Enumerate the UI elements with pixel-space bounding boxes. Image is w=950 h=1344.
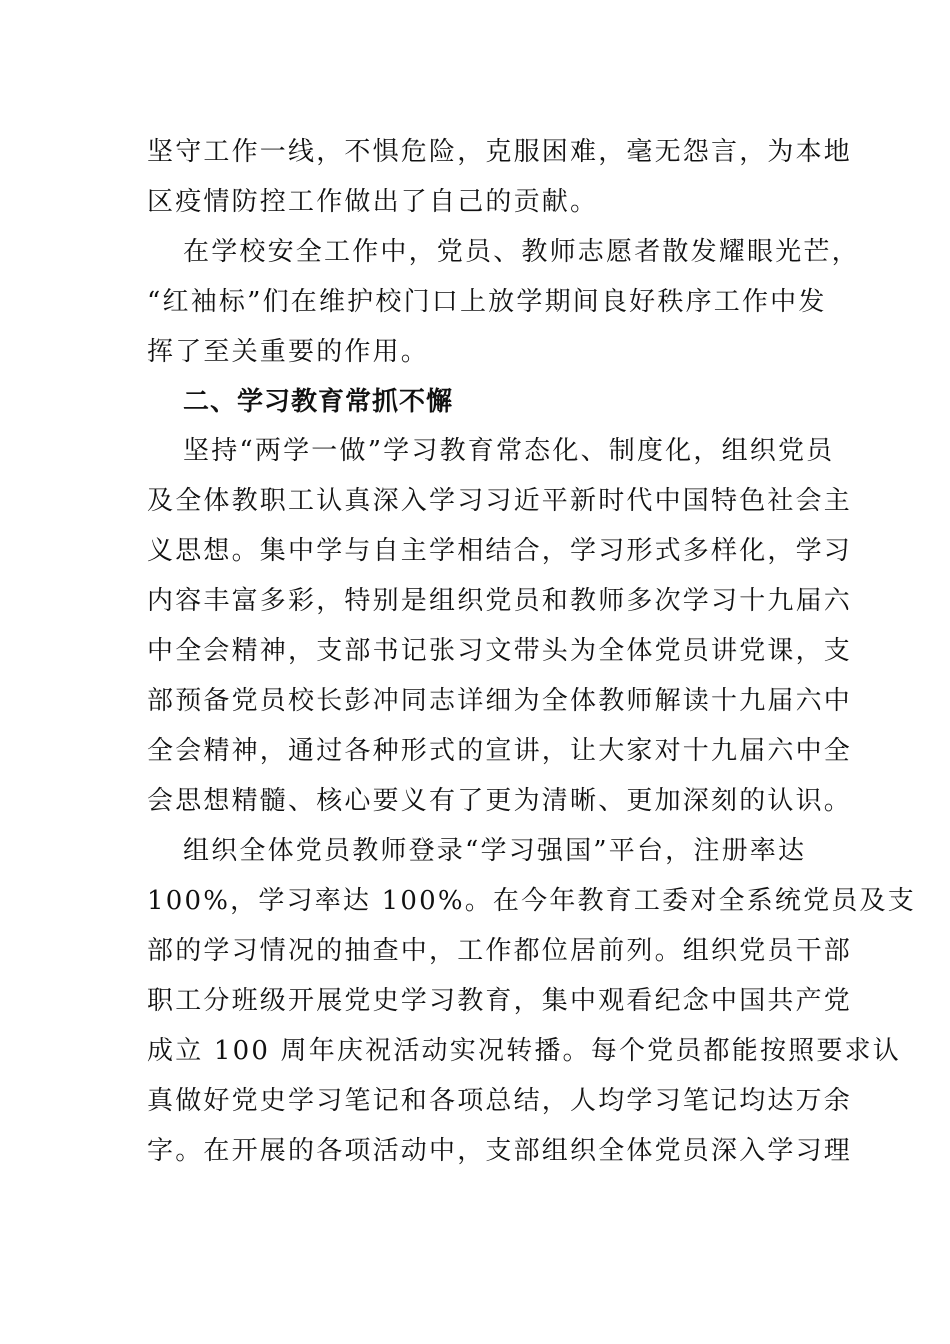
text-line: 义思想。集中学与自主学相结合，学习形式多样化，学习 [147, 536, 853, 566]
text-line: “红袖标”们在维护校门口上放学期间良好秩序工作中发 [147, 287, 827, 317]
text-line: 100%，学习率达 100%。在今年教育工委对全系统党员及支 [147, 886, 916, 916]
text-line: 真做好党史学习笔记和各项总结，人均学习笔记均达万余 [147, 1086, 853, 1116]
text-line: 会思想精髓、核心要义有了更为清晰、更加深刻的认识。 [147, 786, 853, 816]
text-line: 部的学习情况的抽查中，工作都位居前列。组织党员干部 [147, 936, 853, 966]
text-line: 成立 100 周年庆祝活动实况转播。每个党员都能按照要求认 [147, 1036, 901, 1066]
text-line: 中全会精神，支部书记张习文带头为全体党员讲党课，支 [147, 636, 853, 666]
text-line: 职工分班级开展党史学习教育，集中观看纪念中国共产党 [147, 986, 853, 1016]
text-line: 坚持“两学一做”学习教育常态化、制度化，组织党员 [183, 436, 835, 466]
text-line: 全会精神，通过各种形式的宣讲，让大家对十九届六中全 [147, 736, 853, 766]
section-heading: 二、学习教育常抓不懈 [183, 387, 454, 417]
text-line: 挥了至关重要的作用。 [147, 337, 430, 367]
text-line: 坚守工作一线，不惧危险，克服困难，毫无怨言，为本地 [147, 137, 853, 167]
text-line: 内容丰富多彩，特别是组织党员和教师多次学习十九届六 [147, 586, 853, 616]
text-line: 组织全体党员教师登录“学习强国”平台，注册率达 [183, 836, 807, 866]
text-line: 及全体教职工认真深入学习习近平新时代中国特色社会主 [147, 486, 853, 516]
text-line: 区疫情防控工作做出了自己的贡献。 [147, 187, 599, 217]
text-line: 部预备党员校长彭冲同志详细为全体教师解读十九届六中 [147, 686, 853, 716]
text-line: 字。在开展的各项活动中，支部组织全体党员深入学习理 [147, 1136, 853, 1166]
text-line: 在学校安全工作中，党员、教师志愿者散发耀眼光芒， [183, 237, 860, 267]
